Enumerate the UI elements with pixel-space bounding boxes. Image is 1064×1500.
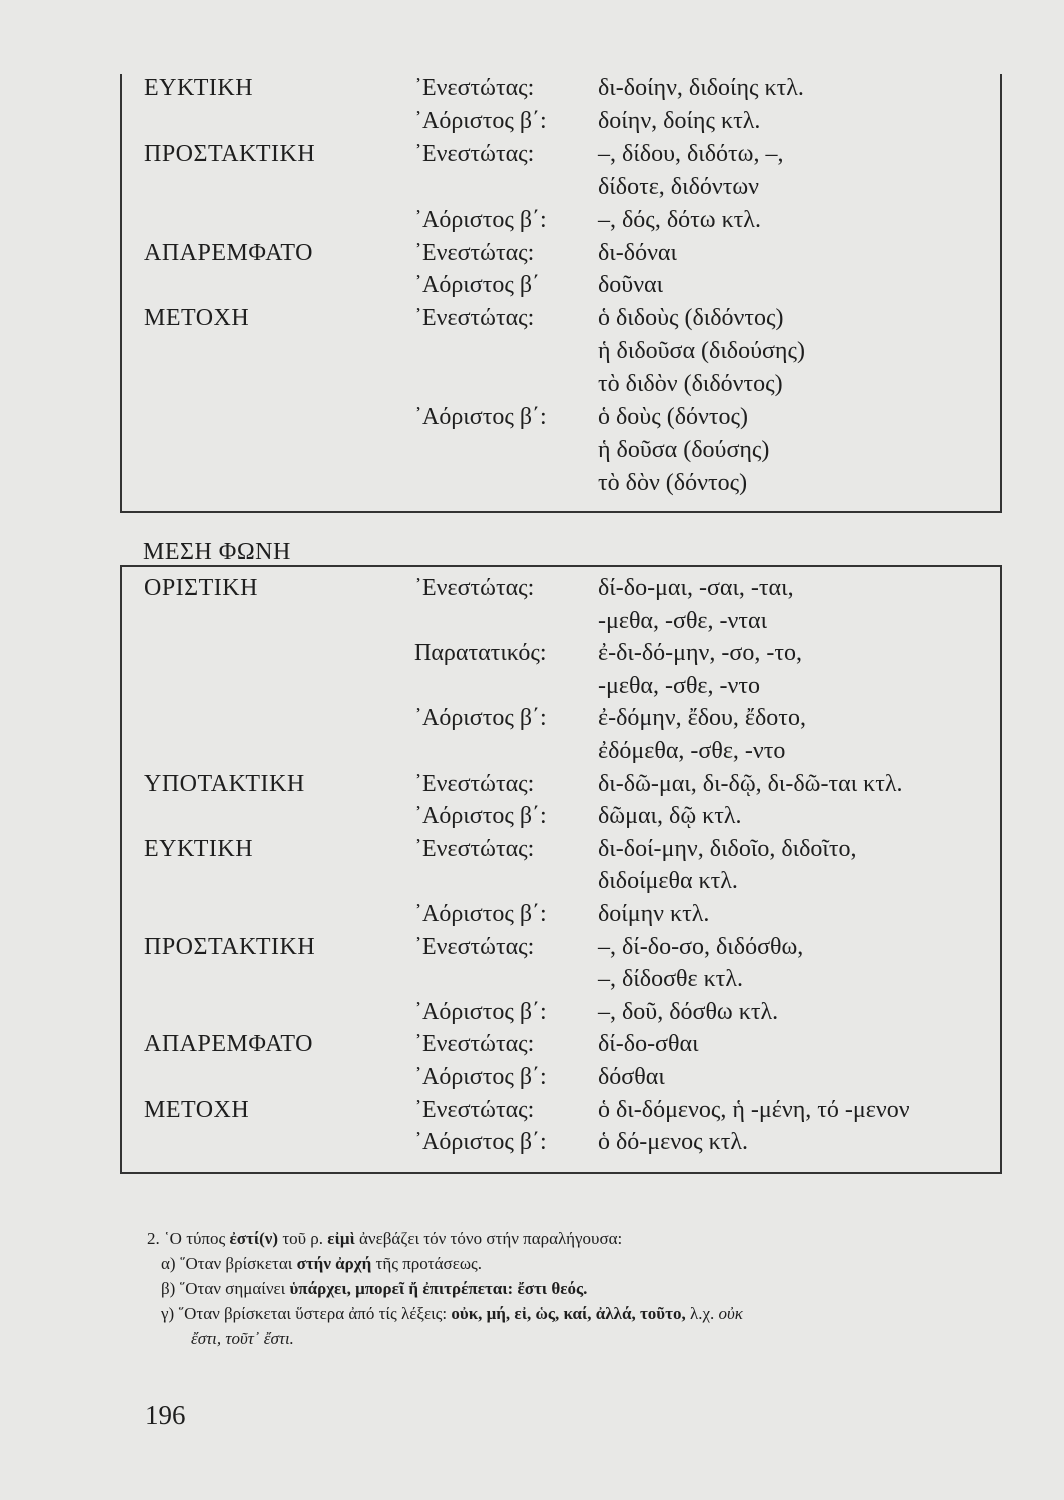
tense-label: ᾿Ενεστώτας: xyxy=(414,1096,535,1123)
verb-form: –, δίδου, διδότω, –, xyxy=(598,140,784,167)
note-line xyxy=(147,1301,1007,1326)
footnotes xyxy=(147,1226,1007,1351)
verb-form: –, δοῦ, δόσθω κτλ. xyxy=(598,998,779,1025)
conjugation-row xyxy=(122,171,1000,204)
conjugation-row xyxy=(122,368,1000,401)
tense-label: ᾿Αόριστος β΄ xyxy=(414,272,541,299)
tense-label: ᾿Ενεστώτας: xyxy=(414,305,535,332)
conjugation-row xyxy=(122,302,1000,335)
mood-label: ΑΠΑΡΕΜΦΑΤΟ xyxy=(144,239,313,266)
verb-form: ἐ-δόμην, ἔδου, ἔδοτο, xyxy=(598,705,806,732)
conjugation-row xyxy=(122,1126,1000,1159)
conjugation-row xyxy=(122,702,1000,735)
mood-label: ΕΥΚΤΙΚΗ xyxy=(144,835,254,862)
tense-label: ᾿Ενεστώτας: xyxy=(414,239,535,266)
tense-label: ᾿Ενεστώτας: xyxy=(414,1031,535,1058)
note-text: ἐστί(ν) xyxy=(229,1229,279,1248)
verb-form: δοῦναι xyxy=(598,272,664,299)
note-text: οὐκ xyxy=(718,1304,743,1323)
note-text: εἰμὶ xyxy=(327,1229,355,1248)
verb-form: ἐδόμεθα, -σθε, -ντο xyxy=(598,738,786,764)
verb-form: τὸ δὸν (δόντος) xyxy=(598,469,748,496)
tense-label: ᾿Ενεστώτας: xyxy=(414,75,535,101)
tense-label: Παρατατικός: xyxy=(414,640,547,667)
conjugation-row xyxy=(122,204,1000,237)
verb-form: ὁ δοὺς (δόντος) xyxy=(598,404,748,430)
note-text: στήν ἀρχή xyxy=(296,1254,372,1273)
conjugation-row xyxy=(122,768,1000,801)
note-text: ὑπάρχει, μπορεῖ ἤ ἐπιτρέπεται: ἔστι θεός. xyxy=(289,1279,588,1298)
tense-label: ᾿Ενεστώτας: xyxy=(414,835,535,862)
conjugation-row xyxy=(122,605,1000,638)
verb-form: δοίην, δοίης κτλ. xyxy=(598,107,761,134)
note-text: τοῦ ρ. xyxy=(278,1229,328,1248)
conjugation-row xyxy=(122,865,1000,898)
note-text: γ) ῞Οταν βρίσκεται ὕστερα ἀπό τίς λέξεις: xyxy=(161,1304,452,1323)
verb-form: δί-δο-μαι, -σαι, -ται, xyxy=(598,575,794,601)
verb-form: δι-δόναι xyxy=(598,239,677,266)
note-line xyxy=(147,1326,1007,1351)
mood-label: ΕΥΚΤΙΚΗ xyxy=(144,75,254,101)
verb-form: –, δί-δο-σο, διδόσθω, xyxy=(598,933,804,960)
verb-form: δῶμαι, δῷ κτλ. xyxy=(598,803,742,830)
note-text: β) ῞Οταν σημαίνει xyxy=(161,1279,290,1298)
middle-voice-conjugation-table xyxy=(120,565,1002,1174)
conjugation-row xyxy=(122,237,1000,270)
tense-label: ᾿Αόριστος β΄: xyxy=(414,803,547,830)
verb-form: δι-δῶ-μαι, δι-δῷ, δι-δῶ-ται κτλ. xyxy=(598,770,903,797)
conjugation-row xyxy=(122,670,1000,703)
tense-label: ᾿Αόριστος β΄: xyxy=(414,998,547,1025)
tense-label: ᾿Αόριστος β΄: xyxy=(414,901,547,927)
conjugation-row xyxy=(122,335,1000,368)
note-text: λ.χ. xyxy=(685,1304,719,1323)
section-heading-middle-voice: ΜΕΣΗ ΦΩΝΗ xyxy=(143,539,291,565)
active-voice-conjugation-table xyxy=(120,74,1002,513)
verb-form: δοίμην κτλ. xyxy=(598,901,710,927)
tense-label: ᾿Ενεστώτας: xyxy=(414,575,535,601)
verb-form: ὁ διδοὺς (διδόντος) xyxy=(598,305,784,332)
tense-label: ᾿Ενεστώτας: xyxy=(414,140,535,167)
note-line xyxy=(147,1276,1007,1301)
conjugation-row xyxy=(122,269,1000,302)
tense-label: ᾿Ενεστώτας: xyxy=(414,770,535,797)
note-text: 2. ῾Ο τύπος xyxy=(147,1229,230,1248)
conjugation-row xyxy=(122,72,1000,105)
verb-form: διδοίμεθα κτλ. xyxy=(598,868,738,895)
tense-label: ᾿Αόριστος β΄: xyxy=(414,705,547,732)
conjugation-row xyxy=(122,898,1000,931)
verb-form: ἡ διδοῦσα (διδούσης) xyxy=(598,338,805,365)
conjugation-row xyxy=(122,572,1000,605)
page-number: 196 xyxy=(145,1400,186,1430)
tense-label: ᾿Αόριστος β΄: xyxy=(414,107,547,134)
note-text: τῆς προτάσεως. xyxy=(371,1254,482,1273)
verb-form: τὸ διδὸν (διδόντος) xyxy=(598,371,783,398)
conjugation-row xyxy=(122,1094,1000,1127)
tense-label: ᾿Αόριστος β΄: xyxy=(414,1129,547,1156)
mood-label: ΜΕΤΟΧΗ xyxy=(144,1096,250,1123)
mood-label: ΠΡΟΣΤΑΚΤΙΚΗ xyxy=(144,140,316,167)
note-text: ἔστι, τοῦτ᾿ ἔστι. xyxy=(191,1329,294,1348)
verb-form: ὁ δι-δόμενος, ἡ -μένη, τό -μενον xyxy=(598,1096,910,1123)
conjugation-row xyxy=(122,1028,1000,1061)
tense-label: ᾿Αόριστος β΄: xyxy=(414,206,547,233)
conjugation-row xyxy=(122,963,1000,996)
mood-label: ΜΕΤΟΧΗ xyxy=(144,305,250,332)
conjugation-row xyxy=(122,138,1000,171)
verb-form: δόσθαι xyxy=(598,1064,665,1090)
note-line xyxy=(147,1226,1007,1251)
mood-label: ΠΡΟΣΤΑΚΤΙΚΗ xyxy=(144,933,316,960)
verb-form: δι-δοίην, διδοίης κτλ. xyxy=(598,75,804,101)
tense-label: ᾿Αόριστος β΄: xyxy=(414,404,547,430)
note-line xyxy=(147,1251,1007,1276)
conjugation-row xyxy=(122,996,1000,1029)
verb-form: –, δίδοσθε κτλ. xyxy=(598,966,743,993)
mood-label: ΑΠΑΡΕΜΦΑΤΟ xyxy=(144,1031,313,1058)
note-text: οὐκ, μή, εἰ, ὡς, καί, ἀλλά, τοῦτο, xyxy=(451,1304,686,1323)
conjugation-row xyxy=(122,401,1000,434)
conjugation-row xyxy=(122,931,1000,964)
conjugation-row xyxy=(122,833,1000,866)
verb-form: ἐ-δι-δό-μην, -σο, -το, xyxy=(598,640,802,667)
mood-label: ΟΡΙΣΤΙΚΗ xyxy=(144,575,258,601)
verb-form: ἡ δοῦσα (δούσης) xyxy=(598,436,770,463)
tense-label: ᾿Αόριστος β΄: xyxy=(414,1064,547,1090)
verb-form: δίδοτε, διδόντων xyxy=(598,173,760,200)
conjugation-row xyxy=(122,735,1000,768)
note-text: α) ῞Οταν βρίσκεται xyxy=(161,1254,297,1273)
mood-label: ΥΠΟΤΑΚΤΙΚΗ xyxy=(144,770,305,797)
verb-form: δί-δο-σθαι xyxy=(598,1031,699,1058)
verb-form: -μεθα, -σθε, -νται xyxy=(598,607,768,634)
conjugation-row xyxy=(122,467,1000,500)
tense-label: ᾿Ενεστώτας: xyxy=(414,933,535,960)
conjugation-row xyxy=(122,434,1000,467)
verb-form: –, δός, δότω κτλ. xyxy=(598,206,761,233)
conjugation-row xyxy=(122,105,1000,138)
note-text: ἀνεβάζει τόν τόνο στήν παραλήγουσα: xyxy=(354,1229,623,1248)
verb-form: ὁ δό-μενος κτλ. xyxy=(598,1129,748,1156)
verb-form: δι-δοί-μην, διδοῖο, διδοῖτο, xyxy=(598,835,857,862)
verb-form: -μεθα, -σθε, -ντο xyxy=(598,672,760,699)
conjugation-row xyxy=(122,800,1000,833)
conjugation-row xyxy=(122,637,1000,670)
conjugation-row xyxy=(122,1061,1000,1094)
